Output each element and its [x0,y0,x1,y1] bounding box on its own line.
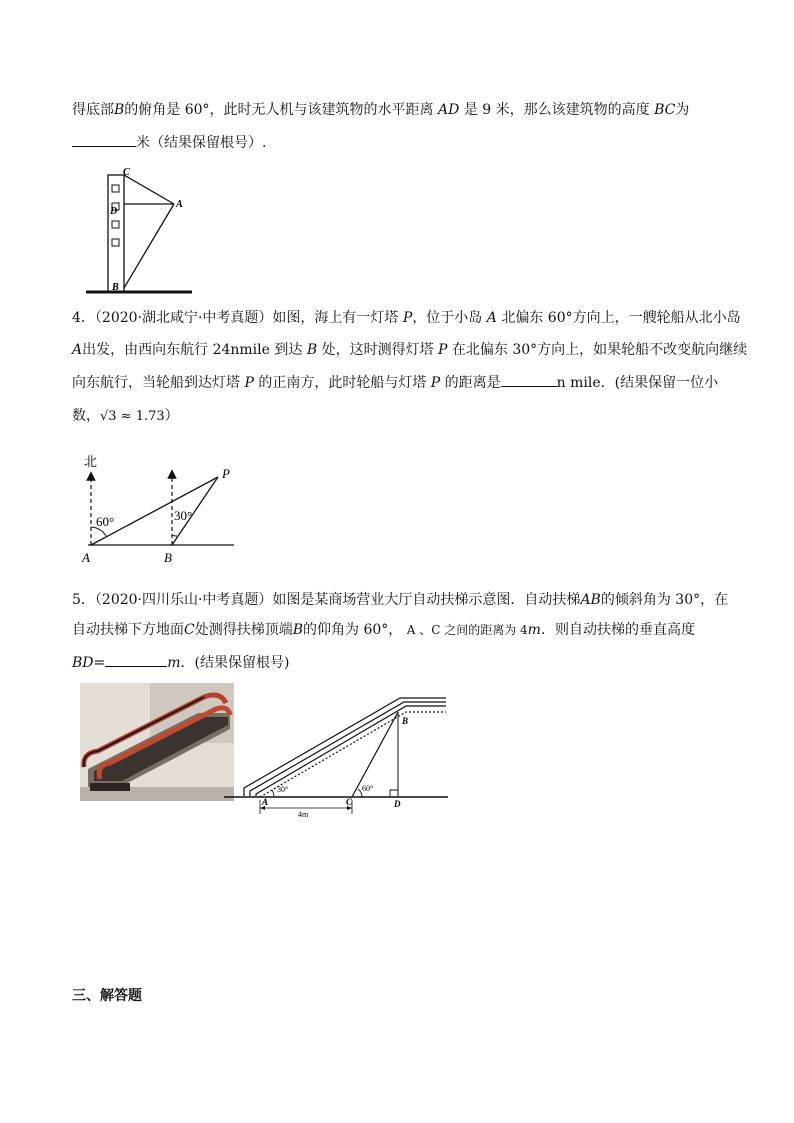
q4-text: n mile．(结果保留一位小 [556,375,719,391]
q5-text-line3 [72,652,289,673]
q5-label-b: B [402,716,409,726]
q5-text-line1 [72,590,728,610]
q5-text: ．(结果保留根号) [180,655,290,671]
q5-text: 自动扶梯下方地面 [72,622,184,638]
q4-label-north: 北 [84,454,98,469]
q4-answer-blank[interactable] [501,372,557,387]
q3-var-ad: AD [438,102,460,118]
q4-text: ） [164,408,179,424]
q3-building-figure [86,166,196,296]
q5-text: ．则自动扶梯的垂直高度 [540,622,695,638]
q5-var-ab: AB [580,592,601,608]
q4-label-b: B [164,550,172,565]
q5-text: 5．（2020·四川乐山·中考真题）如图是某商场营业大厅自动扶梯示意图．自动扶梯 [72,592,581,608]
q3-text: 是 9 米，那么该建筑物的高度 [463,102,650,118]
q5-label-distance: 4m [298,810,309,819]
q4-label-a: A [82,550,90,565]
q5-label-angle-a: 30° [277,785,289,794]
q3-answer-blank[interactable] [72,132,136,147]
q3-var-bc: BC [654,102,676,118]
q3-text-line1 [72,100,689,120]
q4-text: 的距离是 [444,375,501,391]
q4-text-line2 [72,340,747,360]
q4-lighthouse-figure [76,450,242,568]
q3-label-d: D [110,206,118,217]
q5-text: 处测得扶梯顶端 [194,622,293,638]
q5-escalator-figure [222,690,452,822]
q5-unit-m: m [527,622,541,638]
q3-label-b: B [112,282,119,293]
q4-text: 北偏东 60°方向上，一艘轮船从北小岛 [501,310,741,326]
q4-text-line4 [72,406,179,427]
q4-text: 4．（2020·湖北咸宁·中考真题）如图，海上有一灯塔 [72,310,399,326]
q4-text: 在北偏东 30°方向上，如果轮船不改变航向继续 [451,342,748,358]
q4-var-p: P [402,310,413,326]
q3-text: 为 [675,102,690,118]
q4-text: 出发，由西向东航行 24nmile 到达 [82,342,303,358]
q3-text-line2 [72,132,266,153]
q4-text-line3 [72,372,718,393]
q4-text-line1 [72,308,741,328]
q4-var-b: B [306,342,318,358]
q4-text: ，位于小岛 [412,310,483,326]
q5-text: A 、C 之间的距离为 4 [406,623,528,637]
q5-text: 的倾斜角为 30°，在 [600,592,729,608]
q4-text: 的正南方，此时轮船与灯塔 [258,375,427,391]
q4-var-a: A [72,342,83,358]
q5-label-a: A [262,797,269,807]
q5-text-line2 [72,620,695,640]
q5-label-d: D [394,799,401,809]
q3-label-c: C [123,167,130,178]
q5-label-c: C [346,797,353,807]
q5-unit-m: m [167,655,181,671]
q4-label-p: P [222,466,230,481]
q5-var-b: B [292,622,304,638]
q4-text: 向东航行，当轮船到达灯塔 [72,375,240,391]
q5-var-c: C [184,622,195,638]
q4-label-angle-a: 60° [96,514,115,529]
q4-var-p: P [430,375,441,391]
q4-var-p: P [244,375,254,391]
escalator-photo [80,683,234,801]
q3-text: 得底部 [72,102,114,118]
q3-var-b: B [114,102,125,118]
q4-var-a: A [486,310,497,326]
q4-text: 数， [72,408,100,424]
q3-text: 米（结果保留根号）. [136,135,267,151]
q5-answer-blank[interactable] [105,652,167,667]
q4-label-angle-b: 30° [174,508,193,523]
q4-text: 处，这时测得灯塔 [321,342,434,358]
q3-label-a: A [176,199,183,210]
q5-text: 的仰角为 60°， [303,622,403,638]
q4-sqrt-approx: √3 ≈ 1.73 [100,409,165,424]
section-title: 三、解答题 [72,988,142,1004]
q5-label-angle-c: 60° [362,784,374,793]
q3-text: 的俯角是 60°，此时无人机与该建筑物的水平距离 [124,102,434,118]
q5-var-bd: BD= [72,655,106,671]
q4-var-p: P [438,342,448,358]
